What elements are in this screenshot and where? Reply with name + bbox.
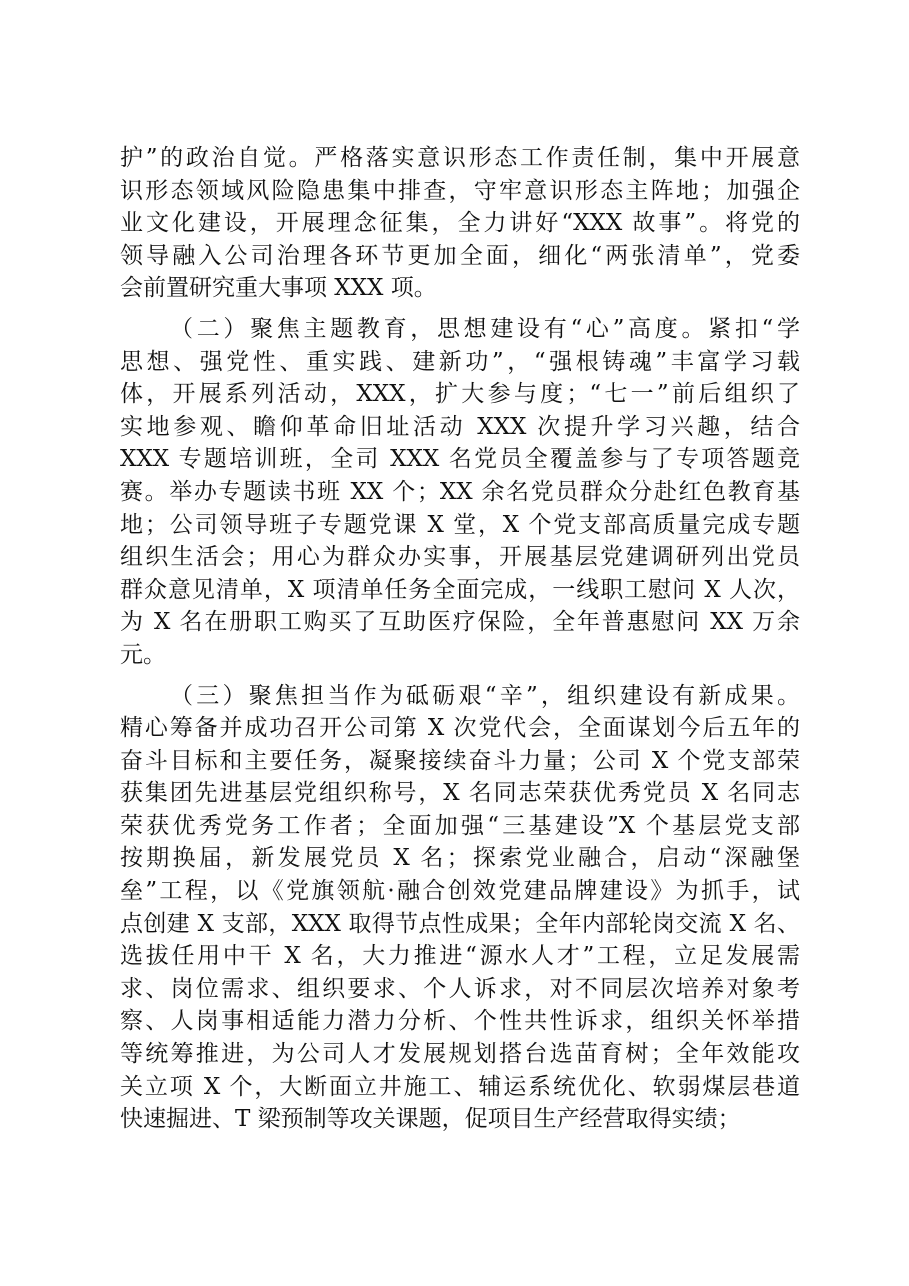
text-line: 荣获优秀党务工作者；全面加强“三基建设”X 个基层党支部 bbox=[120, 812, 800, 839]
text-line: 点创建 X 支部，XXX 取得节点性成果；全年内部轮岗交流 X 名、 bbox=[120, 910, 800, 937]
text-line: 按期换届，新发展党员 X 名；探索党业融合，启动“深融堡 bbox=[120, 845, 800, 872]
text-line: 获集团先进基层党组织称号，X 名同志荣获优秀党员 X 名同志 bbox=[120, 780, 800, 807]
paragraph-3 bbox=[120, 680, 800, 1136]
text-line: 实地参观、瞻仰革命旧址活动 XXX 次提升学习兴趣，结合 bbox=[120, 413, 800, 440]
document-body bbox=[120, 142, 800, 1136]
text-line: 等统筹推进，为公司人才发展规划搭台选苗育树；全年效能攻 bbox=[120, 1041, 800, 1068]
text-line: 垒”工程，以《党旗领航·融合创效党建品牌建设》为抓手，试 bbox=[120, 878, 800, 905]
text-line: 快速掘进、T 梁预制等攻关课题，促项目生产经营取得实绩； bbox=[120, 1106, 741, 1133]
text-line: 护”的政治自觉。严格落实意识形态工作责任制，集中开展意 bbox=[120, 145, 800, 171]
text-line: 体，开展系列活动，XXX，扩大参与度；“七一”前后组织了 bbox=[120, 381, 800, 408]
text-line: 思想、强党性、重实践、建新功”，“强根铸魂”丰富学习载 bbox=[120, 348, 800, 375]
text-line: 领导融入公司治理各环节更加全面，细化“两张清单”，党委 bbox=[120, 242, 800, 269]
paragraph-gap bbox=[120, 672, 800, 680]
text-line: 察、人岗事相适能力潜力分析、个性共性诉求，组织关怀举措 bbox=[120, 1008, 800, 1035]
text-line: 赛。举办专题读书班 XX 个；XX 余名党员群众分赴红色教育基 bbox=[120, 478, 800, 505]
paragraph-1 bbox=[120, 142, 800, 305]
text-line: 群众意见清单，X 项清单任务全面完成，一线职工慰问 X 人次， bbox=[120, 576, 800, 603]
paragraph-2 bbox=[120, 313, 800, 672]
text-line: 精心筹备并成功召开公司第 X 次党代会，全面谋划今后五年的 bbox=[120, 715, 800, 742]
text-line: 奋斗目标和主要任务，凝聚接续奋斗力量；公司 X 个党支部荣 bbox=[120, 747, 800, 774]
text-line: 求、岗位需求、组织要求、个人诉求，对不同层次培养对象考 bbox=[120, 975, 800, 1002]
paragraph-heading-line: （三）聚焦担当作为砥砺艰“辛”，组织建设有新成果。 bbox=[170, 682, 800, 709]
text-line: 为 X 名在册职工购买了互助医疗保险，全年普惠慰问 XX 万余 bbox=[120, 609, 800, 636]
text-line: 会前置研究重大事项 XXX 项。 bbox=[120, 275, 437, 302]
paragraph-gap bbox=[120, 305, 800, 313]
text-line: 选拔任用中干 X 名，大力推进“源水人才”工程，立足发展需 bbox=[120, 943, 800, 970]
text-line: 识形态领域风险隐患集中排查，守牢意识形态主阵地；加强企 bbox=[120, 177, 800, 204]
text-line: 组织生活会；用心为群众办实事，开展基层党建调研列出党员 bbox=[120, 544, 800, 571]
text-line: 地；公司领导班子专题党课 X 堂，X 个党支部高质量完成专题 bbox=[120, 511, 800, 538]
text-line: 业文化建设，开展理念征集，全力讲好“XXX 故事”。将党的 bbox=[120, 210, 800, 237]
text-line: 关立项 X 个，大断面立井施工、辅运系统优化、软弱煤层巷道 bbox=[120, 1073, 800, 1100]
text-line: 元。 bbox=[120, 641, 166, 668]
text-line: XXX 专题培训班，全司 XXX 名党员全覆盖参与了专项答题竞 bbox=[120, 446, 800, 473]
paragraph-heading-line: （二）聚焦主题教育，思想建设有“心”高度。紧扣“学 bbox=[170, 315, 800, 342]
